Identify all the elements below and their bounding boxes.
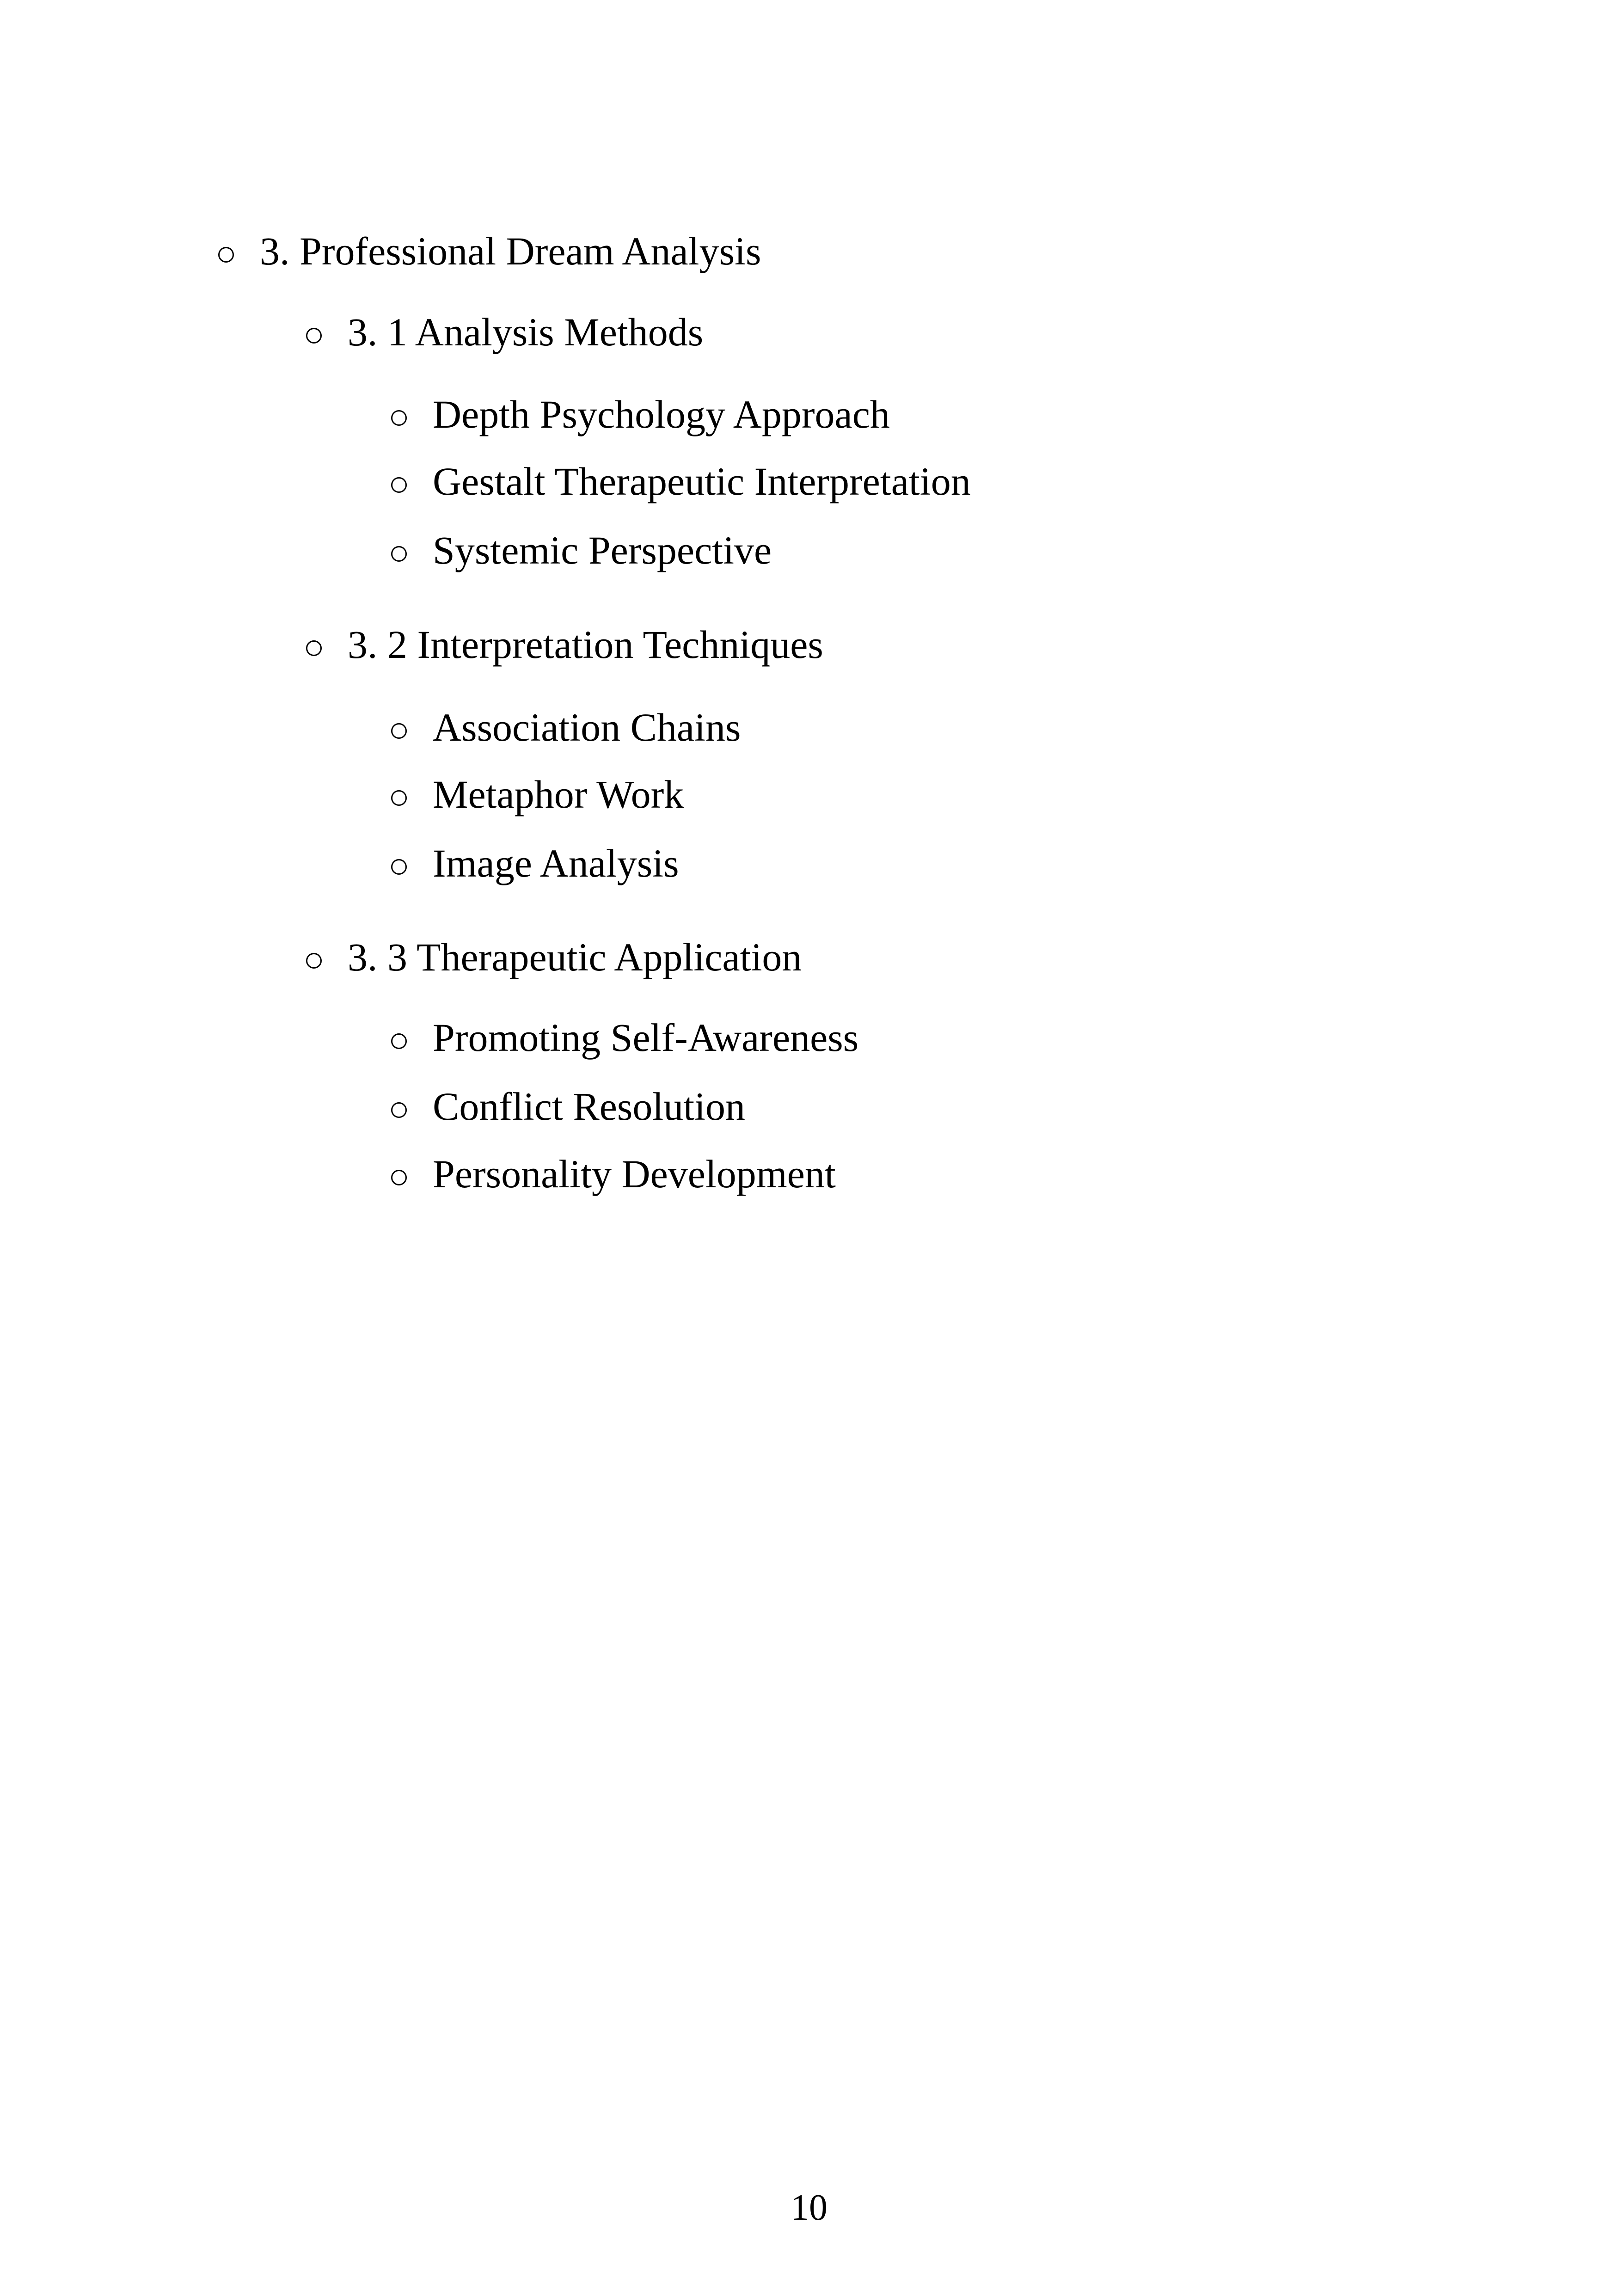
outline-item	[391, 394, 890, 434]
outline-item	[391, 1084, 746, 1129]
hollow-circle-bullet-icon	[391, 477, 407, 493]
hollow-circle-bullet-icon	[218, 247, 234, 263]
outline-item	[391, 461, 971, 501]
hollow-circle-bullet-icon	[391, 546, 407, 562]
hollow-circle-bullet-icon	[306, 953, 322, 969]
hollow-circle-bullet-icon	[391, 410, 407, 426]
hollow-circle-bullet-icon	[391, 723, 407, 739]
outline-item-label: Personality Development	[433, 1152, 836, 1196]
page-number: 10	[791, 2187, 827, 2228]
outline-item-label: Gestalt Therapeutic Interpretation	[433, 459, 971, 503]
hollow-circle-bullet-icon	[391, 1033, 407, 1049]
outline-item-label: Depth Psychology Approach	[433, 392, 890, 436]
outline-section-3	[218, 231, 761, 271]
outline-subsection-3-1	[306, 312, 703, 352]
section-title: 3. Professional Dream Analysis	[260, 229, 761, 273]
hollow-circle-bullet-icon	[391, 1170, 407, 1185]
outline-item-label: Image Analysis	[433, 841, 679, 885]
hollow-circle-bullet-icon	[306, 640, 322, 656]
subsection-title: 3. 3 Therapeutic Application	[348, 935, 802, 979]
hollow-circle-bullet-icon	[391, 790, 407, 806]
hollow-circle-bullet-icon	[306, 328, 322, 344]
outline-item	[391, 530, 772, 570]
outline-item	[391, 1154, 836, 1194]
outline-item-label: Association Chains	[433, 705, 741, 749]
outline-item-label: Promoting Self-Awareness	[433, 1015, 859, 1060]
outline-item-label: Systemic Perspective	[433, 528, 772, 572]
hollow-circle-bullet-icon	[391, 859, 407, 875]
outline-item	[391, 774, 684, 814]
outline-subsection-3-2	[306, 622, 823, 667]
outline-item	[391, 1015, 859, 1060]
outline-item	[391, 707, 741, 747]
outline-item	[391, 843, 679, 883]
outline-item-label: Conflict Resolution	[433, 1084, 746, 1129]
subsection-title: 3. 1 Analysis Methods	[348, 310, 704, 354]
subsection-title: 3. 2 Interpretation Techniques	[348, 622, 823, 667]
outline-subsection-3-3	[306, 937, 802, 977]
outline-item-label: Metaphor Work	[433, 772, 684, 816]
hollow-circle-bullet-icon	[391, 1102, 407, 1118]
